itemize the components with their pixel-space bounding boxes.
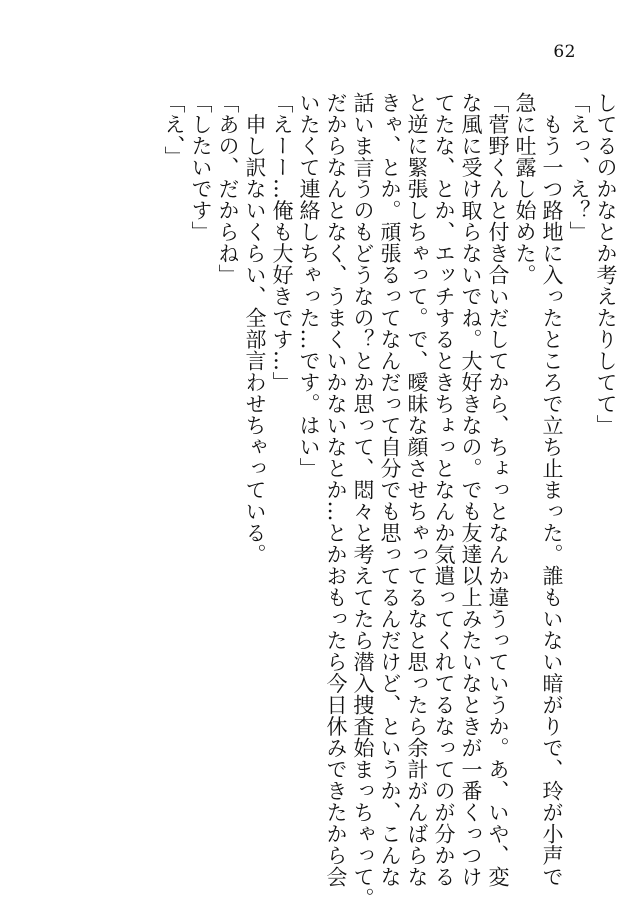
text-column-8: と逆に緊張しちゃって。で、曖昧な顔させちゃってるなと思ったら余計がんばらな — [405, 92, 429, 888]
text-column-11: だからなんとなく、うまくいかないなとか…とかおもったら今日休みできたから会 — [324, 92, 348, 888]
text-column-1: してるのかなとか考えたりしてて」 — [594, 92, 618, 436]
text-column-16: 「したいです」 — [189, 92, 213, 243]
text-column-14: 申し訳ないくらい、全部言わせちゃっている。 — [243, 92, 267, 565]
text-column-7: てたな、とか、エッチするときちょっとなんか気遣ってくれてるなってのが分かる — [432, 92, 456, 888]
text-column-13: 「えーー…俺も大好きです…」 — [270, 92, 294, 393]
text-column-3: もう一つ路地に入ったところで立ち止まった。誰もいない暗がりで、玲が小声で — [540, 92, 564, 888]
text-column-12: いたくて連絡しちゃった…です。はい」 — [297, 92, 321, 479]
text-column-2: 「えっ、え？」 — [567, 92, 591, 243]
text-column-4: 急に吐露し始めた。 — [513, 92, 537, 286]
text-column-5: 「菅野くんと付き合いだしてから、ちょっとなんか違うっていうか。あ、いや、変 — [486, 92, 510, 888]
text-column-6: な風に受け取らないでね。大好きなの。でも友達以上みたいなときが一番くっつけ — [459, 92, 483, 888]
page-number: 62 — [553, 42, 576, 62]
text-column-10: 話いま言うのもどうなの？とか思って、悶々と考えてたら潜入捜査始まっちゃって。 — [351, 92, 375, 909]
text-column-17: 「え、」 — [162, 92, 186, 168]
text-column-9: きゃ、とか。頑張るってなんだって自分でも思ってるんだけど、というか、こんな — [378, 92, 402, 888]
text-column-15: 「あの、だからね」 — [216, 92, 240, 286]
